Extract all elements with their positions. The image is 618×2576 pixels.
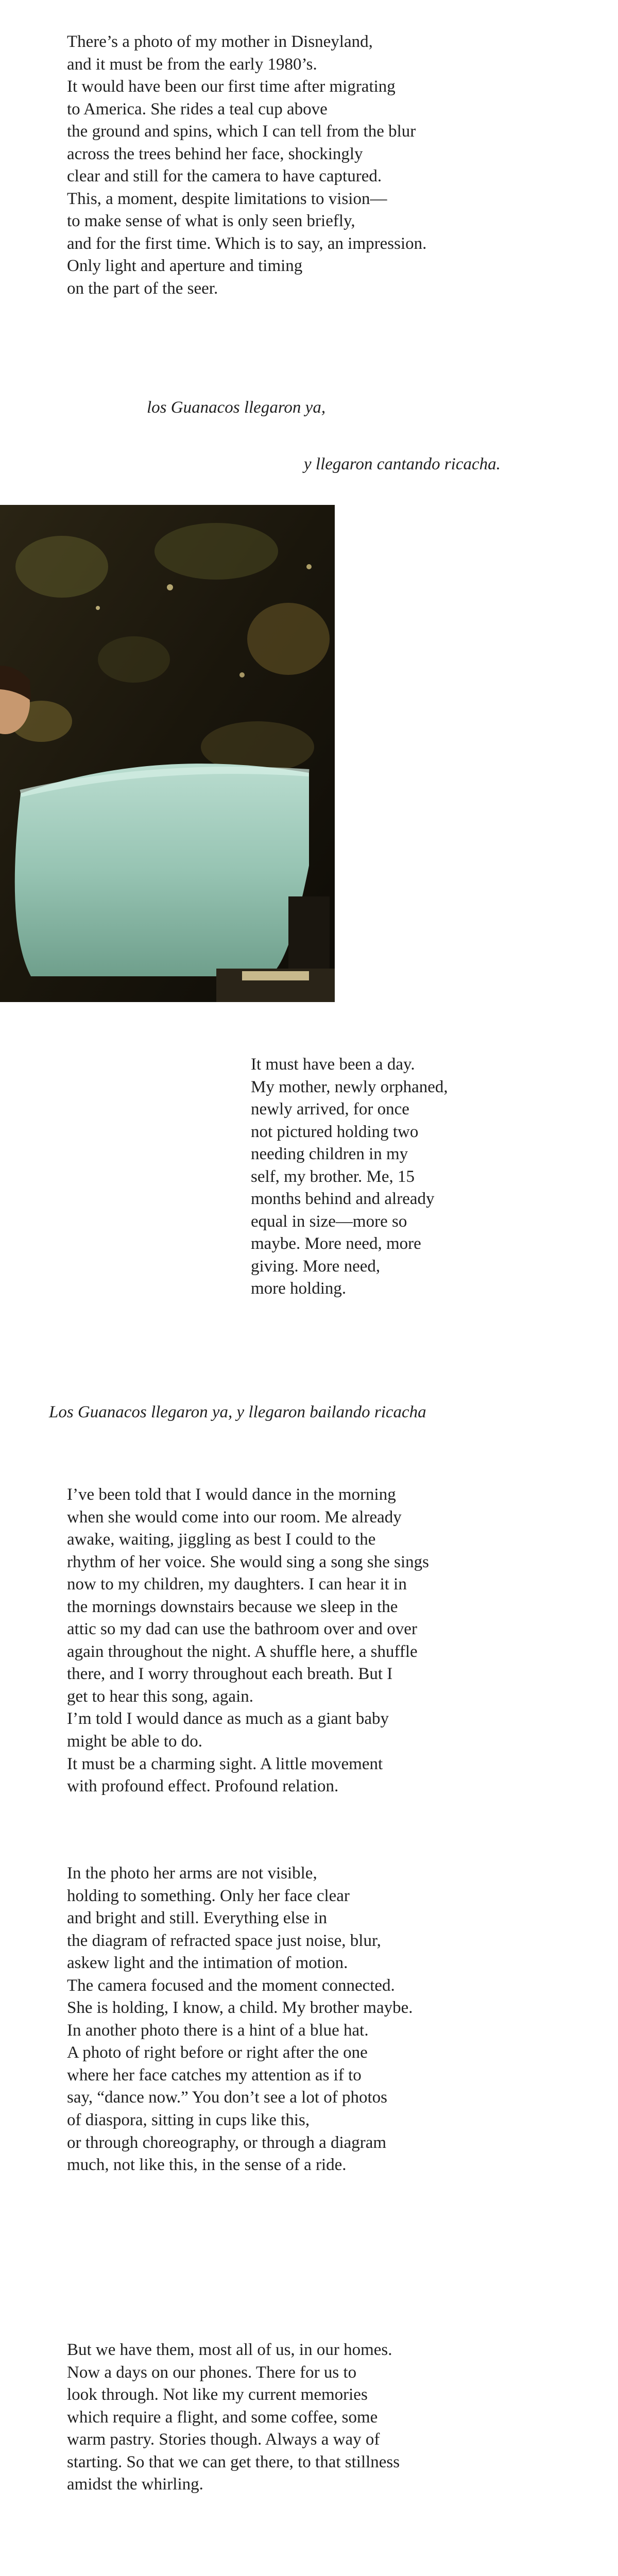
poem-stanza-3: I’ve been told that I would dance in the morning when she would come into our room. Me already awake, waiting, jiggling as best I could to the rhythm of her voice. She would sing a song she sings now to my children, my daughters. I can hear it in the mornings downstairs because we sleep in the attic so my dad can use the bathroom over and over again throughout the night. A shuffle here, a shuffle there, and I worry throughout each breath. But I get to hear this song, again. I’m told I would dance as much as a giant baby might be able to do. It must be a charming sight. A little movement with profound effect. Profound relation. xyxy=(67,1485,430,1796)
poem-stanza-5: But we have them, most all of us, in our homes. Now a days on our phones. There for us to look through. Not like my current memories which require a flight, and some coffee, some warm pastry. Stories though. Always a way of starting. So that we can get there, to that stillness amidst the whirling. xyxy=(67,2341,400,2494)
poem-stanza-4: In the photo her arms are not visible, holding to something. Only her face clear and bright and still. Everything else in the diagram of refracted space just noise, blur, askew light and the intimation of motion. The camera focused and the moment connected. She is holding, I know, a child. My brother maybe. In another photo there is a hint of a blue hat. A photo of right before or right after the one where her face catches my attention as if to say, “dance now.” You don’t see a lot of photos of diaspora, sitting in cups like this, or through choreography, or through a diagram much, not like this, in the sense of a ride. xyxy=(67,1864,413,2175)
poem-stanza-2: It must have been a day. My mother, newly orphaned, newly arrived, for once not pictured holding two needing children in my self, my brother. Me, 15 months behind and already equal in size—more so maybe. More need, more giving. More need, more holding. xyxy=(251,1055,448,1298)
poem-refrain-1a: los Guanacos llegaron ya, xyxy=(147,398,326,417)
photo-mother-teal-cup xyxy=(0,505,335,1002)
poem-refrain-2: Los Guanacos llegaron ya, y llegaron bailando ricacha xyxy=(49,1403,426,1421)
poem-refrain-1b: y llegaron cantando ricacha. xyxy=(304,455,501,473)
poem-stanza-1: There’s a photo of my mother in Disneyland, and it must be from the early 1980’s. It would have been our first time after migrating to America. She rides a teal cup above the ground and spins, which I can tell from the blur across the trees behind her face, shockingly clear and still for the camera to have captured. This, a moment, despite limitations to vision— to make sense of what is only seen briefly, and for the first time. Which is to say, an impression. Only light and aperture and timing on the part of the seer. xyxy=(67,32,427,298)
